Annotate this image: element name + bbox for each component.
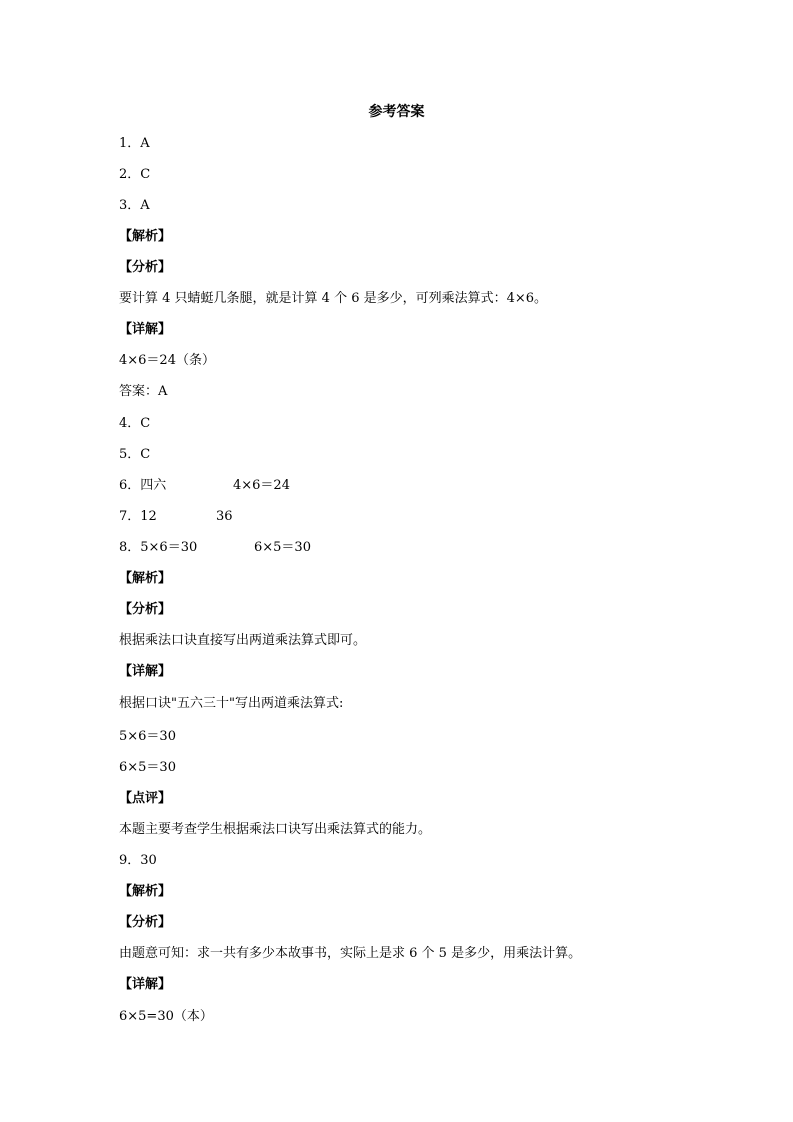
- answer-8-part-a: 8．5×6＝30: [119, 540, 198, 555]
- section-fenxi-heading-2: 【分析】: [119, 602, 172, 617]
- detail-equation-2b: 6×5＝30: [119, 760, 176, 775]
- analysis-text-3: 由题意可知：求一共有多少本故事书，实际上是求 6 个 5 是多少，用乘法计算。: [119, 946, 582, 961]
- answer-3: 3．A: [119, 198, 150, 213]
- section-fenxi-heading-3: 【分析】: [119, 915, 172, 930]
- section-detail-heading-3: 【详解】: [119, 977, 172, 992]
- answer-5: 5．C: [119, 447, 151, 462]
- answer-7-part-a: 7．12: [119, 509, 157, 524]
- analysis-text: 要计算 4 只蜻蜓几条腿，就是计算 4 个 6 是多少，可列乘法算式：4×6。: [119, 291, 548, 306]
- answer-7-part-b: 36: [216, 509, 233, 524]
- comment-text: 本题主要考查学生根据乘法口诀写出乘法算式的能力。: [119, 822, 432, 837]
- analysis-text-2: 根据乘法口诀直接写出两道乘法算式即可。: [119, 633, 367, 648]
- detail-equation-3: 6×5=30（本）: [119, 1009, 213, 1024]
- section-detail-heading: 【详解】: [119, 322, 172, 337]
- answer-6: [119, 476, 166, 496]
- section-detail-heading-2: 【详解】: [119, 664, 172, 679]
- section-fenxi-heading: 【分析】: [119, 260, 172, 275]
- answer-4: 4．C: [119, 416, 151, 431]
- section-analysis-heading: 【解析】: [119, 229, 172, 244]
- section-analysis-heading-3: 【解析】: [119, 884, 172, 899]
- answer-statement: 答案：A: [119, 384, 168, 399]
- page-title: 参考答案: [368, 104, 425, 120]
- answer-6-part-b: 4×6＝24: [233, 478, 290, 493]
- answer-2: 2．C: [119, 167, 151, 182]
- detail-text-2: 根据口诀"五六三十"写出两道乘法算式:: [119, 696, 344, 711]
- answer-9: 9．30: [119, 853, 157, 868]
- detail-equation: 4×6＝24（条）: [119, 353, 215, 368]
- section-comment-heading: 【点评】: [119, 791, 172, 806]
- answer-8-part-b: 6×5＝30: [254, 540, 311, 555]
- answer-1: 1．A: [119, 136, 150, 151]
- detail-equation-2a: 5×6＝30: [119, 729, 176, 744]
- section-analysis-heading-2: 【解析】: [119, 571, 172, 586]
- answer-6-part-a: 6．四六: [119, 478, 167, 493]
